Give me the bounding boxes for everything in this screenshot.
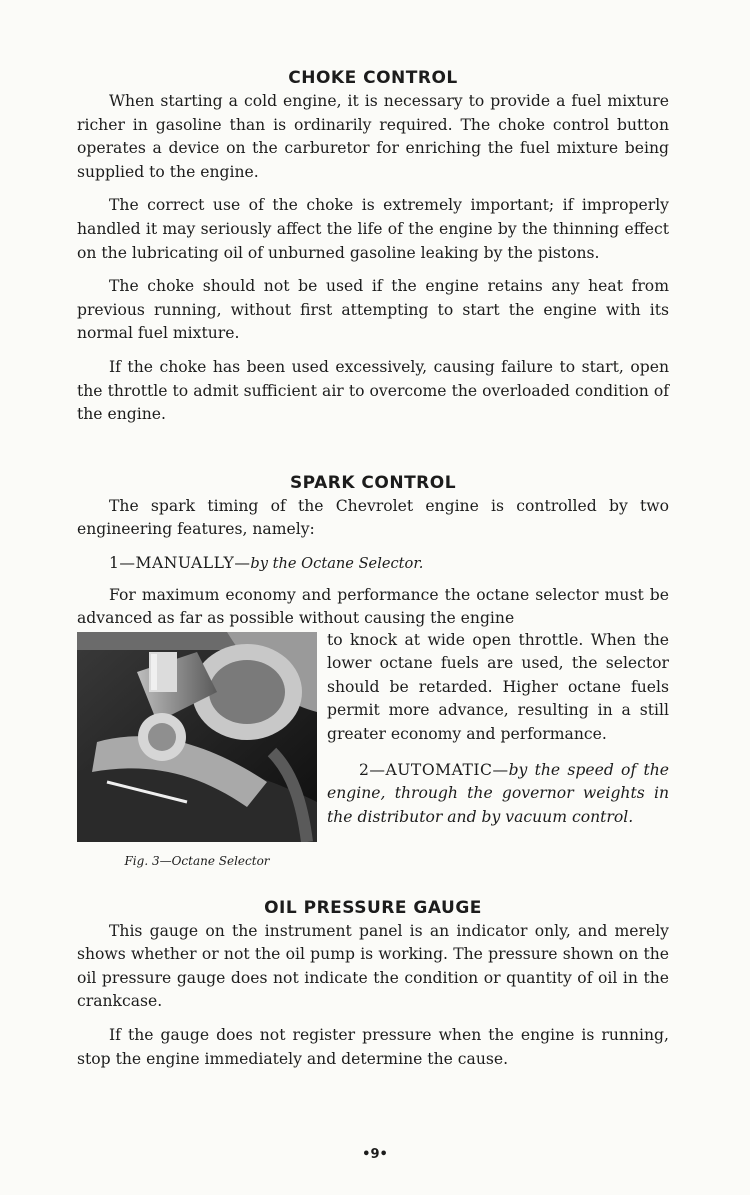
figure-side-text [327, 629, 669, 830]
automatic-spark-paragraph [327, 759, 669, 830]
manual-page [77, 68, 669, 1081]
manual-label: 1—MANUALLY— [109, 553, 251, 572]
choke-paragraph-1: When starting a cold engine, it is necessary to provide a fuel mixture richer in gasoline than is ordinarily required. The choke control button operates a device on the carburetor for enriching the fuel mixture being supplied to the engine. [77, 92, 669, 181]
choke-paragraph-4: If the choke has been used excessively, causing failure to start, open the throttle to admit sufficient air to overcome the overloaded condition of the engine. [77, 357, 669, 424]
spark-intro-paragraph: The spark timing of the Chevrolet engine is controlled by two engineering features, namely: [77, 496, 669, 539]
choke-paragraph-3: The choke should not be used if the engine retains any heat from previous running, without first attempting to start the engine with its normal fuel mixture. [77, 277, 669, 343]
automatic-label: 2—AUTOMATIC— [359, 760, 509, 779]
maximum-economy-paragraph: For maximum economy and performance the octane selector must be advanced as far as possible without causing the engine [77, 585, 669, 628]
manual-spark-item [77, 552, 669, 576]
choke-control-heading: CHOKE CONTROL [288, 68, 458, 88]
octane-continuation-paragraph: to knock at wide open throttle. When the lower octane fuels are used, the selector should be retarded. Higher octane fuels permit more advance, resulting in a still greater economy and performance. [327, 630, 669, 744]
octane-selector-photo [77, 632, 317, 842]
spark-control-heading: SPARK CONTROL [289, 472, 457, 493]
manual-description: by the Octane Selector. [250, 554, 424, 572]
oil-pressure-heading: OIL PRESSURE GAUGE [264, 897, 482, 918]
choke-paragraph-2: The correct use of the choke is extremely important; if improperly handled it may seriously affect the life of the engine by the thinning effect on the lubricating oil of unburned gasoline leaking by the pistons. [77, 196, 669, 262]
octane-selector-figure [77, 632, 317, 868]
oil-paragraph-1: This gauge on the instrument panel is an indicator only, and merely shows whether or not the oil pump is working. The pressure shown on the oil pressure gauge does not indicate the condition or quantity of oil in the crankcase. [77, 921, 669, 1011]
figure-row [77, 629, 669, 868]
page-number: •9• [362, 1147, 388, 1162]
automatic-description: by the speed of the engine, through the governor weights in the distributor and by vacuum control. [327, 760, 669, 826]
oil-paragraph-2: If the gauge does not register pressure when the engine is running, stop the engine immediately and determine the cause. [77, 1026, 669, 1068]
figure-caption: Fig. 3—Octane Selector [124, 853, 270, 868]
